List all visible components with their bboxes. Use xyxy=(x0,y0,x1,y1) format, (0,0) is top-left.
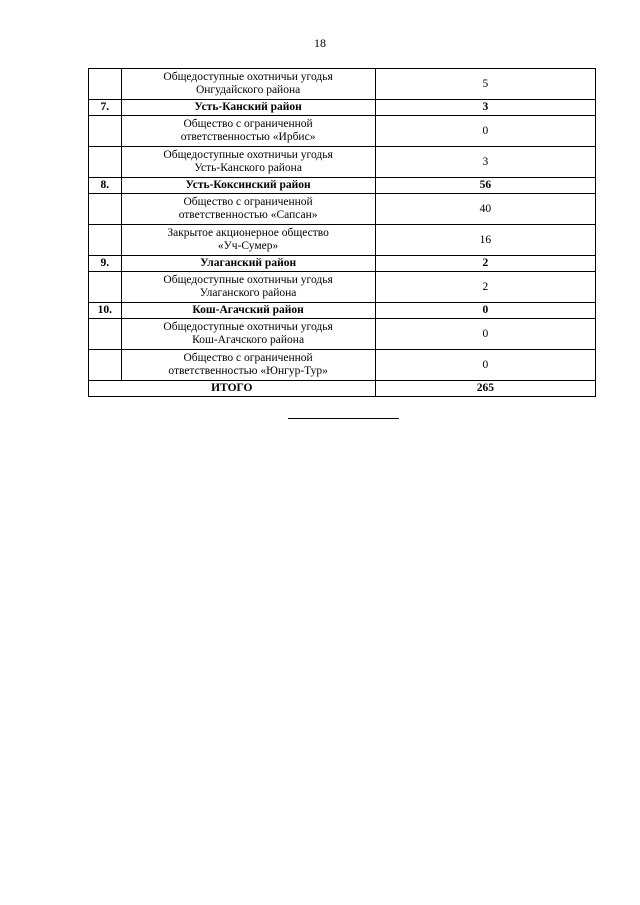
table-row xyxy=(89,116,596,147)
organization-name xyxy=(121,225,375,256)
row-number xyxy=(89,194,122,225)
row-value: 2 xyxy=(375,272,595,303)
row-value: 3 xyxy=(375,147,595,178)
row-number xyxy=(89,225,122,256)
district-name: Усть-Коксинский район xyxy=(121,178,375,194)
organization-name xyxy=(121,319,375,350)
organization-name-line-2: Усть-Канского района xyxy=(194,162,302,174)
district-row xyxy=(89,100,596,116)
organization-name xyxy=(121,272,375,303)
row-number: 7. xyxy=(89,100,122,116)
organization-name-line-1: Общество с ограниченной xyxy=(183,196,313,208)
organization-name-line-2: Улаганского района xyxy=(199,287,297,299)
organization-name-line-2: Кош-Агачского района xyxy=(192,334,305,346)
organization-name-line-1: Общедоступные охотничьи угодья xyxy=(163,149,333,161)
organization-name-line-1: Общедоступные охотничьи угодья xyxy=(163,274,333,286)
row-number xyxy=(89,350,122,381)
organization-name xyxy=(121,350,375,381)
organization-name xyxy=(121,194,375,225)
row-value: 0 xyxy=(375,350,595,381)
row-number: 8. xyxy=(89,178,122,194)
row-value: 0 xyxy=(375,303,595,319)
total-row xyxy=(89,381,596,397)
district-row xyxy=(89,303,596,319)
table-row xyxy=(89,272,596,303)
row-number xyxy=(89,319,122,350)
organization-name xyxy=(121,147,375,178)
organization-name xyxy=(121,69,375,100)
table-row xyxy=(89,194,596,225)
page-number: 18 xyxy=(314,36,326,50)
organization-name-line-2: ответственностью «Ирбис» xyxy=(180,131,316,143)
table-row xyxy=(89,69,596,100)
footer-separator-line xyxy=(288,418,399,419)
district-row xyxy=(89,178,596,194)
table-row xyxy=(89,319,596,350)
table-row xyxy=(89,350,596,381)
organization-name-line-1: Общедоступные охотничьи угодья xyxy=(163,71,333,83)
table-row xyxy=(89,147,596,178)
row-value: 5 xyxy=(375,69,595,100)
row-number: 10. xyxy=(89,303,122,319)
row-number xyxy=(89,272,122,303)
organization-name-line-1: Общество с ограниченной xyxy=(183,118,313,130)
organization-name-line-1: Закрытое акционерное общество xyxy=(167,227,329,239)
total-label: ИТОГО xyxy=(89,381,376,397)
row-value: 2 xyxy=(375,256,595,272)
district-name: Кош-Агачский район xyxy=(121,303,375,319)
organization-name xyxy=(121,116,375,147)
organization-name-line-2: Онгудайского района xyxy=(195,84,301,96)
district-row xyxy=(89,256,596,272)
row-number xyxy=(89,69,122,100)
organization-name-line-2: «Уч-Сумер» xyxy=(217,240,279,252)
organization-name-line-2: ответственностью «Юнгур-Тур» xyxy=(168,365,328,377)
hunting-grounds-table xyxy=(88,68,596,397)
row-number: 9. xyxy=(89,256,122,272)
table-row xyxy=(89,225,596,256)
row-value: 0 xyxy=(375,319,595,350)
row-value: 40 xyxy=(375,194,595,225)
row-number xyxy=(89,116,122,147)
row-number xyxy=(89,147,122,178)
organization-name-line-1: Общество с ограниченной xyxy=(183,352,313,364)
total-value: 265 xyxy=(375,381,595,397)
district-name: Улаганский район xyxy=(121,256,375,272)
table-body xyxy=(89,69,596,397)
row-value: 3 xyxy=(375,100,595,116)
row-value: 56 xyxy=(375,178,595,194)
organization-name-line-2: ответственностью «Сапсан» xyxy=(178,209,318,221)
district-name: Усть-Канский район xyxy=(121,100,375,116)
row-value: 0 xyxy=(375,116,595,147)
row-value: 16 xyxy=(375,225,595,256)
organization-name-line-1: Общедоступные охотничьи угодья xyxy=(163,321,333,333)
